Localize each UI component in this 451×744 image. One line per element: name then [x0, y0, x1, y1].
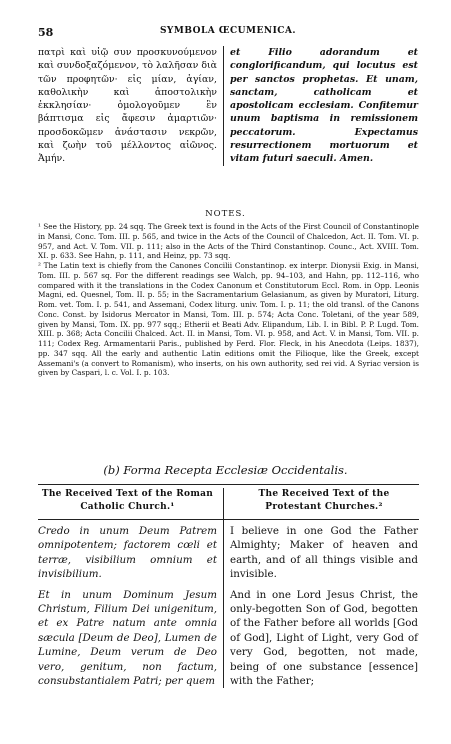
section-title: (b) Forma Recepta Ecclesiæ Occidentalis. [103, 463, 348, 477]
table-top-rule [38, 484, 419, 485]
notes-title: NOTES. [205, 209, 246, 219]
latin-paragraph: Et in unum Dominum Jesum Christum, Filium Dei unigenitum, et ex Patre natum ante omnia sæcula [Deum de Deo], Lumen de Lumine, Deum verum de Deo vero, genitum, non factum, consubstantialem Patri; per quem [38, 588, 217, 688]
latin-paragraph: Credo in unum Deum Patrem omnipotentem; factorem cœli et terræ, visibilium omnium et invisibilium. [38, 525, 217, 581]
heading-divider-rule [38, 519, 419, 520]
english-paragraph: I believe in one God the Father Almighty; Maker of heaven and earth, and of all things visible and invisible. [230, 525, 418, 581]
latin-creed-text: et Filio adorandum et conglorificandum, qui locutus est per sanctos prophetas. Et unam, sanctam, catholicam et apostolicam ecclesiam. Confitemur unum baptisma in remissionem peccatorum. Expectamus resurrectionem mortuorum et vitam futuri saeculi. Amen. [230, 47, 418, 165]
english-paragraph: And in one Lord Jesus Christ, the only-begotten Son of God, begotten of the Father before all worlds [God of God], Light of Light, very God of very God, begotten, not made, being of one substance [essence] with the Father; [230, 588, 418, 688]
page-number: 58 [38, 26, 54, 39]
greek-latin-columns [38, 46, 418, 166]
roman-catholic-heading: The Received Text of the Roman Catholic Church.¹ [41, 489, 214, 512]
running-header [38, 26, 418, 40]
protestant-heading: The Received Text of the Protestant Churches.² [258, 489, 390, 512]
running-title: SYMBOLA ŒCUMENICA. [159, 26, 297, 36]
footnotes: ¹ See the History, pp. 24 sqq. The Greek text is found in the Acts of the First Council of Constantinople in Mansi, Conc. Tom. III. p. 565, and twice in the Acts of the Council of Chalcedon, Act. II. Tom. VI. p. 957, and Act. V. Tom. VII. p. 111; also in the Acts of the Third Constantinop. Counc., Act. XVIII. Tom. XI. p. 633. See Hahn, p. 111, and Heinz, pp. 73 sqq. ² The Latin text is chiefly from the Canones Concilii Constantinop. ex interpr. Dionysii Exig. in Mansi, Tom. III. p. 567 sq. For the different readings see Walch, pp. 94–103, and Hahn, pp. 112–116, who compared with it the translations in the Codex Canonum et Constitutorum Eccl. Rom. in Opp. Leonis Magni, ed. Quesnel, Tom. II. p. 55; in the Sacramentarium Gelasianum, as given by Muratori, Liturg. Rom. vet. Tom. I. p. 541, and Assemani, Codex liturg. univ. Tom. I. p. 11; the old transl. of the Canons Conc. Const. by Isidorus Mercator in Mansi, Tom. III. p. 574; Acta Conc. Toletani, of the year 589, given by Mansi, Tom. IX. pp. 977 sqq.; Etherii et Beati Adv. Elipandum, Lib. I. in Bibl. P. P. Lugd. Tom. XIII. p. 368; Acta Concilii Chalced. Act. II. in Mansi, Tom. VI. p. 958, and Act. V. in Mansi, Tom. VII. p. 111; Codex Reg. Armamentarii Paris., published by Ferd. Flor. Fleck, in his Anecdota (Leips. 1837), pp. 347 sqq. All the early and authentic Latin editions omit the Filioque, like the Greek, except Assemani's (a convert to Romanism), who inserts, on his own authority, sed rei vid. A Syriac version is given by Caspari, l. c. Vol. I. p. 103. [38, 222, 419, 378]
greek-creed-text: πατρὶ καὶ υἱῷ συν προσκυνούμενον καὶ συνδοξαζόμενον, τὸ λαλῆσαν διὰ τῶν προφητῶν· εἰς μίαν, ἁγίαν, καθολικὴν καὶ ἀποστολικὴν ἐκκλησίαν· ὁμολογοῦμεν ἓν βάπτισμα εἰς ἄφεσιν ἁμαρτιῶν· προσδοκῶμεν ἀνάστασιν νεκρῶν, καὶ ζωὴν τοῦ μέλλοντος αἰῶνος. Ἀμήν. [38, 47, 217, 165]
